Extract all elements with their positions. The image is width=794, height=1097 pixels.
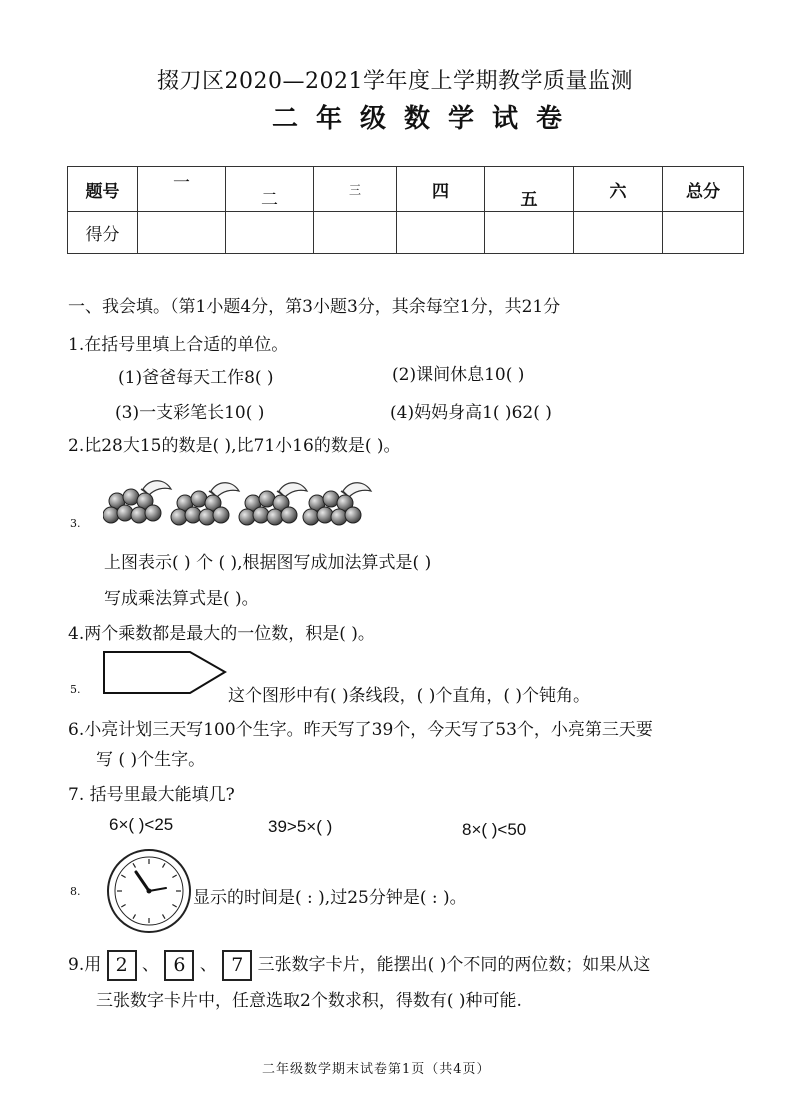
digit-card-2: 2 [107,950,137,981]
score-table-header-row [68,167,744,212]
score-cell-total: 总分 [663,167,744,212]
score-row-label: 得分 [68,212,138,254]
score-cell-1: 一 [138,167,226,212]
clock-icon [106,848,192,934]
q6-line1: 6.小亮计划三天写100个生字。昨天写了39个，今天写了53个，小亮第三天要 [68,720,653,740]
score-table [67,166,744,254]
page-footer: 二年级数学期末试卷第1页（共4页） [262,1062,491,1077]
q9-sep1: 、 [142,955,160,975]
q9-mid: 三张数字卡片，能摆出( )个不同的两位数；如果从这 [257,955,651,975]
digit-card-7: 7 [222,950,252,981]
q1-d: (4)妈妈身高1( )62( ) [390,403,552,423]
score-input-3[interactable] [314,212,397,254]
q2-text: 2.比28大15的数是( ),比71小16的数是( )。 [68,436,401,456]
q7-text: 7. 括号里最大能填几? [68,785,235,805]
q3-line1: 上图表示( ) 个 ( ),根据图写成加法算式是( ) [104,553,432,573]
score-input-4[interactable] [397,212,485,254]
q3-line2: 写成乘法算式是( )。 [104,589,259,609]
score-input-2[interactable] [226,212,314,254]
score-cell-3: 三 [314,167,397,212]
q1-c: (3)一支彩笔长10( ) [115,403,265,423]
score-table-score-row [68,212,744,254]
score-cell-5: 五 [485,167,574,212]
q7-c: 8×( )<50 [462,820,527,839]
q7-a: 6×( )<25 [109,815,174,834]
grapes-illustration [103,475,373,535]
score-input-6[interactable] [574,212,663,254]
q4-text: 4.两个乘数都是最大的一位数，积是( )。 [68,624,375,644]
score-cell-4: 四 [397,167,485,212]
q3-number: 3. [70,517,81,530]
section1-title: 一、我会填。（第1小题4分，第3小题3分，其余每空1分，共21分 [68,297,561,317]
q8-number: 8. [70,885,81,898]
q6-line2: 写 ( )个生字。 [96,750,206,770]
q9-line1 [68,950,650,981]
pentagon-shape [102,650,228,696]
score-cell-6: 六 [574,167,663,212]
grape-bunch-2 [171,483,239,525]
q1-b: (2)课间休息10( ) [392,365,525,385]
score-input-1[interactable] [138,212,226,254]
digit-card-6: 6 [164,950,194,981]
score-cell-2: 二 [226,167,314,212]
grape-bunch-1 [103,481,171,523]
q9-prefix: 9.用 [68,955,102,975]
exam-header-line1: 掇刀区2020—2021学年度上学期教学质量监测 [157,69,633,94]
q9-sep2: 、 [199,955,217,975]
score-input-total[interactable] [663,212,744,254]
score-cell-label: 题号 [68,167,138,212]
grape-bunch-4 [303,483,371,525]
q1-text: 1.在括号里填上合适的单位。 [68,335,289,355]
q1-a: (1)爸爸每天工作8( ) [118,368,274,388]
q9-line2: 三张数字卡片中，任意选取2个数求积，得数有( )种可能. [96,991,522,1011]
q5-text: 这个图形中有( )条线段，( )个直角，( )个钝角。 [228,686,591,706]
q5-number: 5. [70,683,81,696]
exam-title: 二年级数学试卷 [272,104,581,134]
q7-b: 39>5×( ) [268,817,333,836]
q8-text: 显示的时间是( : ),过25分钟是( : )。 [193,888,467,908]
score-input-5[interactable] [485,212,574,254]
grape-bunch-3 [239,483,307,525]
